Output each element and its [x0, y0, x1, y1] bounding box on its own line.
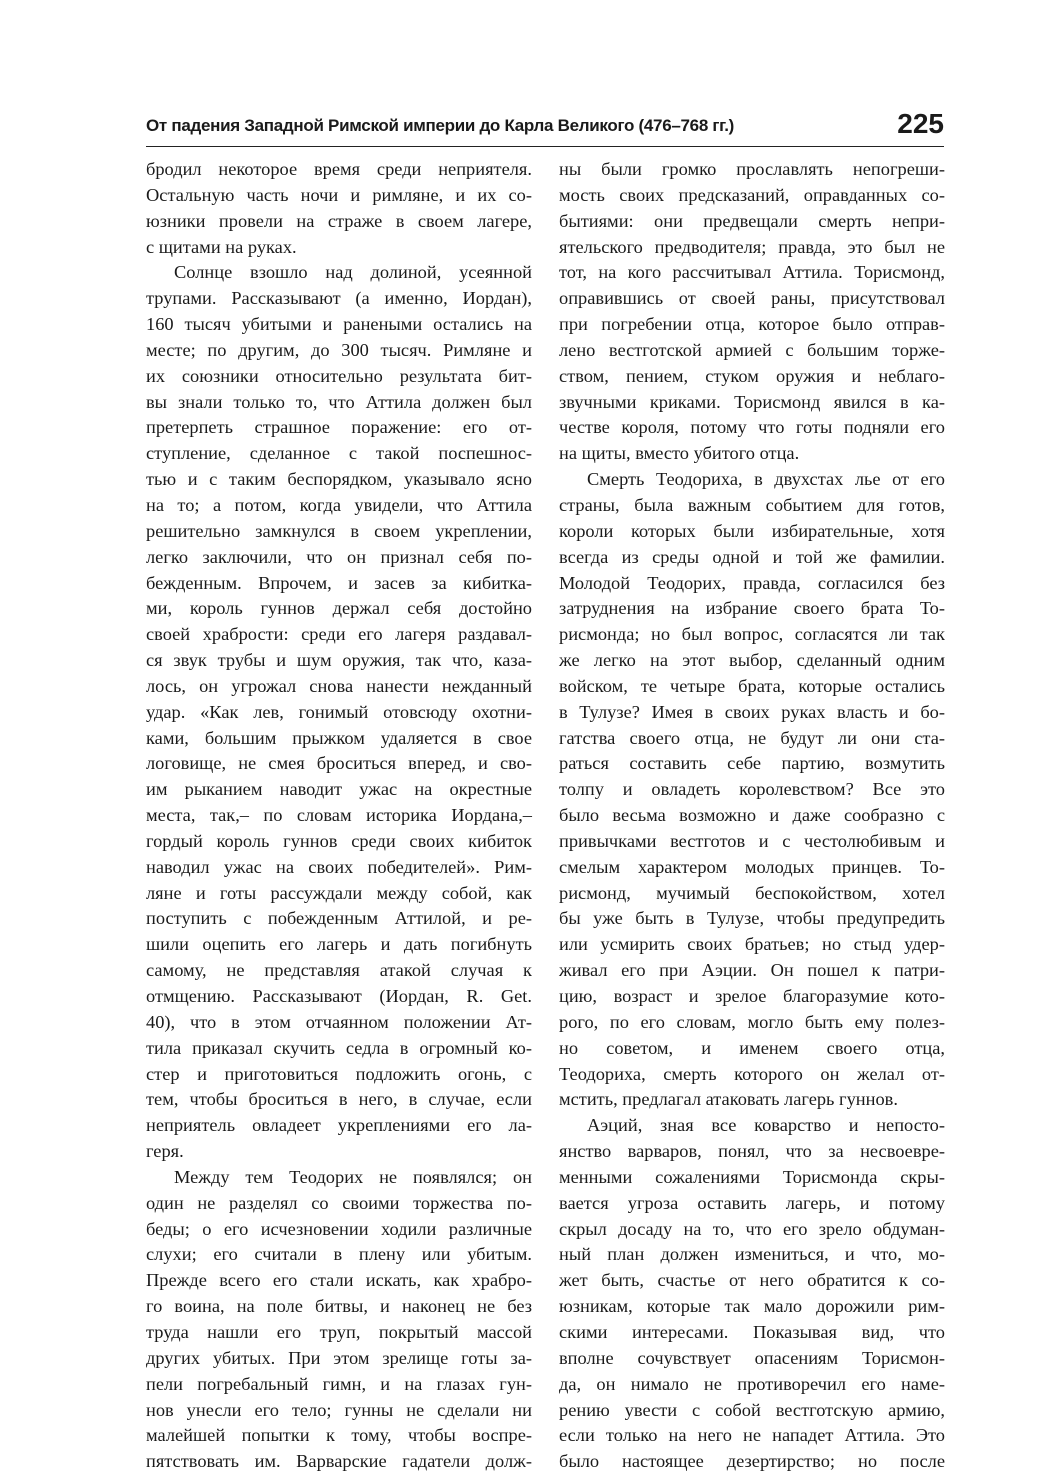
text-line: ками, большим прыжком удаляется в свое — [146, 727, 532, 748]
text-line: ступление, сделанное с такой поспешнос- — [146, 443, 532, 464]
running-header — [146, 106, 944, 147]
text-line: вполне сочувствует опасениям Торисмон- — [559, 1347, 945, 1368]
text-line: менными сожалениями Торисмонда скры- — [559, 1166, 945, 1187]
text-line: им рыканием наводит ужас на окрестные — [146, 779, 532, 800]
text-line: затруднения на избрание своего брата То- — [559, 598, 945, 619]
text-line: юзники провели на страже в своем лагере, — [146, 210, 532, 231]
text-line: трупами. Рассказывают (а именно, Иордан), — [146, 288, 532, 309]
text-line: или усмирить своих братьев; но стыд удер- — [559, 934, 945, 955]
text-line: гатства своего отца, не будут ли они ста- — [559, 727, 945, 748]
text-line: 160 тысяч убитыми и ранеными остались на — [146, 314, 532, 335]
text-line: других убитых. При этом зрелище готы за- — [146, 1347, 532, 1368]
text-line: тила приказал скучить седла в огромный ко- — [146, 1037, 532, 1058]
text-line: самому, не представляя атакой случая к — [146, 960, 532, 981]
text-line: войском, те четыре брата, которые остались — [559, 675, 945, 696]
text-line: пятствовать им. Варварские гадатели долж- — [146, 1451, 532, 1472]
text-line: ляне и готы рассуждали между собой, как — [146, 882, 532, 903]
text-line: го воина, на поле битвы, и наконец не без — [146, 1296, 532, 1317]
text-line: пели погребальный гимн, и на глазах гун- — [146, 1373, 532, 1394]
text-line: на то; а потом, когда увидели, что Аттила — [146, 494, 532, 515]
text-line: всегда из среды одной и той же фамилии. — [559, 546, 945, 567]
text-line: слухи; его считали в плену или убитым. — [146, 1244, 532, 1265]
text-line: на щиты, вместо убитого отца. — [559, 443, 800, 464]
text-line: смелым характером молодых принцев. То- — [559, 856, 945, 877]
text-line: месте; по другим, до 300 тысяч. Римляне и — [146, 339, 532, 360]
text-line: вается угроза оставить лагерь, и потому — [559, 1192, 945, 1213]
text-line: скрыл досаду на то, что его зрело обдуман- — [559, 1218, 945, 1239]
text-line: ятельского предводителя; правда, это был не — [559, 236, 945, 257]
text-line: Теодориха, смерть которого он желал от- — [559, 1063, 945, 1084]
text-line: наводил ужас на своих победителей». Рим- — [146, 856, 532, 877]
text-line: рисмонд, мучимый беспокойством, хотел — [559, 882, 945, 903]
text-line: при погребении отца, которое было отправ- — [559, 314, 945, 335]
text-line: в Тулузе? Имея в своих руках власть и бо- — [559, 701, 945, 722]
text-line: бежденным. Впрочем, и засев за кибитка- — [146, 572, 532, 593]
text-line: Остальную часть ночи и римляне, и их со- — [146, 184, 532, 205]
text-line: звучными криками. Торисмонд явился в ка- — [559, 391, 945, 412]
text-line: удар. «Как лев, гонимый отовсюду охотни- — [146, 701, 532, 722]
text-line: геря. — [146, 1141, 184, 1162]
text-line: оправившись от своей раны, присутствовал — [559, 288, 945, 309]
text-line: легко заключили, что он признал себя по- — [146, 546, 532, 567]
text-line: если только на него не нападет Аттила. Это — [559, 1425, 945, 1446]
text-line: Прежде всего его стали искать, как храбро- — [146, 1270, 532, 1291]
text-line: тем, чтобы броситься в него, в случае, если — [146, 1089, 532, 1110]
text-line: страны, была важным событием для готов, — [559, 494, 945, 515]
text-line: 40), что в этом отчаянном положении Ат- — [146, 1011, 532, 1032]
text-line: малейшей попытки к тому, чтобы воспре- — [146, 1425, 532, 1446]
text-line: неприятель овладеет укреплениями его ла- — [146, 1115, 532, 1136]
text-line: цию, возраст и зрелое благоразумие кото- — [559, 986, 945, 1006]
text-line: Смерть Теодориха, в двухстах лье от его — [587, 469, 945, 490]
text-line: претерпеть страшное поражение: его от- — [146, 417, 532, 438]
text-line: но советом, и именем своего отца, — [559, 1037, 945, 1058]
text-line: Между тем Теодорих не появлялся; он — [174, 1166, 532, 1187]
text-line: скими интересами. Показывая вид, что — [559, 1321, 945, 1342]
text-line: короли которых были избирательные, хотя — [559, 520, 945, 541]
text-line: привычками вестготов и с честолюбивым и — [559, 830, 945, 851]
right-text-column — [559, 157, 945, 1475]
text-line: ный план должен измениться, и что, мо- — [559, 1244, 945, 1265]
text-line: Солнце взошло над долиной, усеянной — [174, 262, 532, 283]
text-line: тью и с таким беспорядком, указывало ясно — [146, 469, 532, 490]
text-line: гордый король гуннов среди своих кибиток — [146, 830, 532, 851]
text-line: мстить, предлагал атаковать лагерь гуннов. — [559, 1089, 898, 1110]
text-line: бродил некоторое время среди неприятеля. — [146, 159, 532, 179]
text-line: бы уже быть в Тулузе, чтобы предупредить — [559, 908, 945, 929]
text-line: ся звук трубы и шум оружия, так что, каза- — [146, 650, 532, 671]
text-line: рого, по его словам, могло быть ему полез- — [559, 1011, 945, 1032]
text-line: решительно замкнулся в своем укреплении, — [146, 520, 532, 541]
text-line: стер и приготовиться подложить огонь, с — [146, 1063, 532, 1084]
text-line: труда нашли его труп, покрытый массой — [146, 1321, 532, 1342]
text-line: один не разделял со своими торжества по- — [146, 1192, 532, 1213]
text-line: юзникам, которые так мало дорожили рим- — [559, 1296, 945, 1317]
text-line: логовище, не смея броситься вперед, и сво- — [146, 753, 532, 774]
text-line: было весьма возможно и даже сообразно с — [559, 805, 945, 826]
text-line: мость своих предсказаний, оправданных со- — [559, 184, 945, 205]
text-line: рению увести с собой вестготскую армию, — [559, 1399, 945, 1420]
text-line: Молодой Теодорих, правда, согласился без — [559, 572, 945, 593]
text-line: беды; о его исчезновении ходили различные — [146, 1218, 532, 1239]
text-line: нов унесли его тело; гунны не сделали ни — [146, 1399, 532, 1420]
text-line: да, он нимало не противоречил его наме- — [559, 1373, 945, 1394]
text-line: своей храбрости: среди его лагеря раздавал- — [146, 624, 532, 645]
text-line: поступить с побежденным Аттилой, и ре- — [146, 908, 532, 929]
text-line: тот, на кого рассчитывал Аттила. Торисмонд, — [559, 262, 945, 283]
text-line: лено вестготской армией с большим торже- — [559, 339, 945, 360]
text-line: янство варваров, понял, что за несвоевре- — [559, 1141, 945, 1162]
text-line: шили оцепить его лагерь и дать погибнуть — [146, 934, 532, 955]
running-title: От падения Западной Римской империи до Карла Великого (476–768 гг.) — [146, 116, 735, 135]
text-line: рисмонда; но был вопрос, согласятся ли так — [559, 624, 945, 645]
text-line: вы знали только то, что Аттила должен был — [146, 391, 532, 412]
text-line: бытиями: они предвещали смерть непри- — [559, 210, 945, 231]
text-line: же легко на этот выбор, сделанный одним — [559, 650, 945, 671]
page-number: 225 — [897, 108, 944, 139]
text-line: толпу и овладеть королевством? Все это — [559, 779, 945, 800]
text-line: Аэций, зная все коварство и непосто- — [587, 1115, 945, 1136]
left-text-column — [146, 157, 532, 1475]
text-line: с щитами на руках. — [146, 236, 297, 257]
text-line: было настоящее дезертирство; но после — [559, 1451, 945, 1472]
text-line: ми, король гуннов держал себя достойно — [146, 598, 532, 619]
text-line: ны были громко прославлять непогреши- — [559, 159, 945, 179]
text-line: ством, пением, стуком оружия и неблаго- — [559, 365, 945, 386]
text-line: лось, он угрожал снова нанести нежданный — [146, 675, 532, 696]
text-line: честве короля, потому что готы подняли его — [559, 417, 945, 438]
text-line: их союзники относительно результата бит- — [146, 365, 532, 386]
text-line: места, так,– по словам историка Иордана,– — [146, 805, 532, 826]
text-line: живал его при Аэции. Он пошел к патри- — [559, 960, 945, 981]
text-line: жет быть, счастье от него обратится к со- — [559, 1270, 945, 1291]
text-line: отмщению. Рассказывают (Иордан, R. Get. — [146, 986, 532, 1006]
text-line: раться составить себе партию, возмутить — [559, 753, 945, 774]
